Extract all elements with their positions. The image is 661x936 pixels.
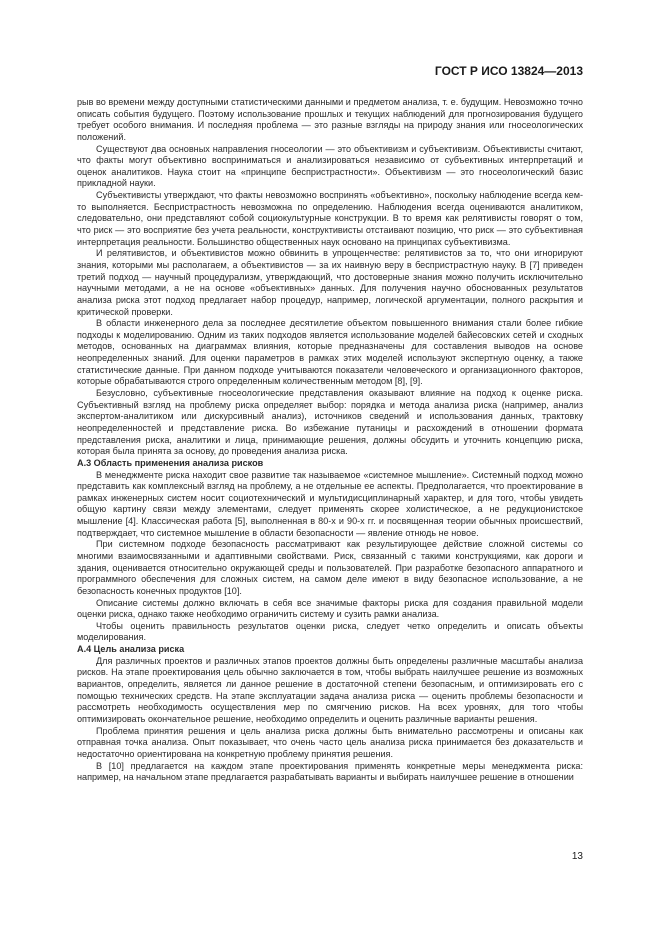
- paragraph: Существуют два основных направления гносеологии — это объективизм и субъективизм. Объективисты считают, что факты могут объективно восприниматься и анализироваться независимо от субъективных интерпретаций и оценок аналитиков. Наука стоит на «принципе беспристрастности». Объективизм — это гносеологический базис прикладной науки.: [77, 143, 583, 189]
- paragraph: При системном подходе безопасность рассматривают как результирующее действие сложной системы со многими взаимосвязанными и адаптивными свойствами. Риск, связанный с такими конструкциями, как дороги и здания, оценивается относительно окружающей среды и пользователей. При разработке безопасного аппаратного и программного обеспечения для сложных систем, на самом деле имеют в виду безопасное использование, а не безопасность конечных продуктов [10].: [77, 539, 583, 596]
- paragraph: Безусловно, субъективные гносеологические представления оказывают влияние на подход к оценке риска. Субъективный взгляд на проблему риска определяет выбор: порядка и метода анализа риска (например, анализ экспертом-аналитиком или дискурсивный анализ), источников сведений и использования данных, трактовку неопределенностей и представление риска. Во избежание путаницы и расхождений в отношении формата представления риска, аналитики и лица, принимающие решения, должны обсудить и уточнить концепцию риска, которая была принята за основу, до проведения анализа риска.: [77, 388, 583, 457]
- paragraph: Чтобы оценить правильность результатов оценки риска, следует четко определить и описать объекты моделирования.: [77, 620, 583, 643]
- paragraph: Для различных проектов и различных этапов проектов должны быть определены различные масштабы анализа рисков. На этапе проектирования цель обычно заключается в том, чтобы выбрать наилучшее решение из возможных вариантов, определить, является ли данное решение в достаточной степени безопасным, и оптимизировать его с помощью технических средств. На этапе эксплуатации задача анализа риска — оценить проблемы безопасности и рассмотреть необходимость осуществления мер по смягчению рисков. На всех уровнях, для того чтобы оптимизировать окончательное решение, необходимо определить и оценить различные варианты решения.: [77, 655, 583, 724]
- paragraph: И релятивистов, и объективистов можно обвинить в упрощенчестве: релятивистов за то, что они игнорируют знания, которыми мы располагаем, а объективистов — за их наивную веру в беспристрастную науку. В [7] приведен третий подход — научный процедурализм, утверждающий, что достоверные знания можно получить исключительно научными методами, а не на основе «объективных» данных. Для получения научно обоснованных результатов анализа риска этот подход предлагает набор процедур, например, логической аргументации, полного раскрытия и критической проверки.: [77, 248, 583, 317]
- paragraph: В менеджменте риска находит свое развитие так называемое «системное мышление». Системный подход можно представить как комплексный взгляд на проблему, а не отдельные ее аспекты. Предполагается, что проектирование в рамках инженерных систем носит социотехнический и мультидисциплинарный характер, и для того, чтобы увидеть общую картину связи между элементами, следует применять скорее холистическое, а не редукционистское мышление [4]. Классическая работа [5], выполненная в 80-х и 90-х гг. и посвященная теории обычных происшествий, подтверждает, что системное мышление в области безопасности — явление отнюдь не новое.: [77, 469, 583, 538]
- paragraph: В [10] предлагается на каждом этапе проектирования применять конкретные меры менеджмента риска: например, на начальном этапе предлагается разрабатывать варианты и выбирать наилучшее решение в отношении: [77, 760, 583, 783]
- paragraph: рыв во времени между доступными статистическими данными и предметом анализа, т. е. будущим. Невозможно точно описать события будущего. Поэтому использование прошлых и текущих наблюдений для прогнозирования будущего требует особого внимания. И последняя проблема — это разные взгляды на природу знания или гносеологических положений.: [77, 97, 583, 142]
- paragraph: В области инженерного дела за последнее десятилетие объектом повышенного внимания стали более гибкие подходы к моделированию. Одним из таких подходов является использование моделей байесовских сетей и сходных методов, основанных на диаграммах влияния, которые предназначены для составления выводов на основе неопределенных знаний. Для оценки параметров в рамках этих моделей используют экспертную оценку, а также статистические данные. При данном подходе учитываются показатели человеческого и организационного факторов, которые обрабатываются строго определенным количественным методом [8], [9].: [77, 318, 583, 387]
- section-heading-a3: А.3 Область применения анализа рисков: [77, 457, 264, 468]
- paragraph: Описание системы должно включать в себя все значимые факторы риска для создания правильной модели оценки риска, однако также необходимо ограничить систему и сузить рамки анализа.: [77, 597, 583, 620]
- page-number: 13: [571, 851, 583, 862]
- paragraph: Проблема принятия решения и цель анализа риска должны быть внимательно рассмотрены и описаны как отправная точка анализа. Опыт показывает, что очень часто цель анализа риска принимается без доказательств и недостаточно ориентирована на конкретную проблему принятия решения.: [77, 725, 583, 759]
- section-heading-a4: А.4 Цель анализа риска: [77, 644, 185, 655]
- document-id-header: ГОСТ Р ИСО 13824—2013: [434, 64, 583, 78]
- body-text: [77, 97, 583, 784]
- paragraph: Субъективисты утверждают, что факты невозможно воспринять «объективно», поскольку наблюдение всегда кем-то выполняется. Беспристрастность невозможна по определению. Наблюдения всегда оцениваются аналитиком, следовательно, они представляют собой социокультурные конструкции. В то время как релятивисты говорят о том, что риск — это восприятие без учета реальности, конструктивисты отстаивают позицию, что риск — это субъективная интерпретация реальности. Большинство общественных наук основано на принципах субъективизма.: [77, 190, 583, 247]
